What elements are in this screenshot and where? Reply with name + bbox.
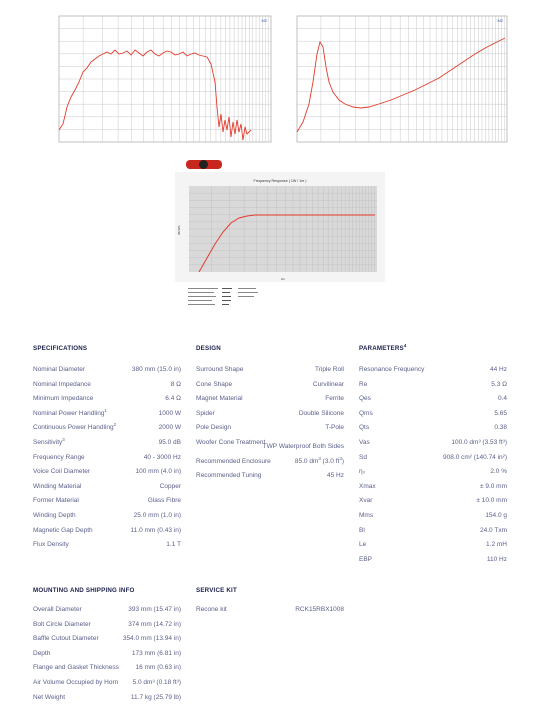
spec-label: Continuous Power Handling$^2$ (33, 422, 117, 432)
mounting-row (33, 635, 181, 647)
chart-footnote-block (188, 288, 268, 314)
mounting-value: 374 mm (14.72 in) (128, 620, 181, 628)
spec-value: 95.0 dB (158, 439, 181, 446)
param-row (359, 483, 507, 495)
spec-row (33, 436, 181, 451)
spec-value: 100 mm (4.0 in) (135, 468, 181, 476)
mounting-label: Flange and Gasket Thickness (33, 664, 119, 672)
spec-row (33, 483, 181, 495)
param-label: Re (359, 380, 368, 388)
param-label: Qms (359, 409, 373, 417)
param-label: Resonance Frequency (359, 366, 425, 373)
mounting-label: Bolt Circle Diameter (33, 620, 91, 628)
brand-logo (186, 160, 222, 169)
mounting-label: Depth (33, 649, 51, 657)
param-value: ± 9.0 mm (479, 482, 507, 490)
footnote-marker: 1 (104, 407, 108, 413)
mounting-row (33, 606, 181, 618)
design-label: Pole Design (196, 424, 232, 432)
spec-value: 6.4 Ω (165, 395, 181, 403)
param-value: 44 Hz (490, 366, 507, 373)
param-label: Bl (359, 526, 365, 534)
param-row (359, 541, 507, 553)
spec-value: 40 - 3000 Hz (143, 453, 181, 461)
chart-corner-mark-left: M2 (261, 18, 267, 23)
design-label: Surround Shape (196, 366, 244, 373)
parameters-title: PARAMETERS$^4$ (359, 342, 407, 352)
param-value: 2.0 % (490, 468, 507, 476)
spec-value: 2000 W (158, 424, 181, 432)
service-value: RCK15RBX1008 (295, 606, 344, 613)
mounting-value: 173 mm (6.81 in) (131, 649, 181, 657)
mounting-row (33, 621, 181, 633)
design-row (196, 410, 344, 422)
spec-row (33, 366, 181, 378)
spec-row (33, 512, 181, 524)
spec-label: Former Material (33, 497, 79, 505)
middle-chart-title: Frequency Response ( 1W / 1m ) (253, 179, 307, 183)
design-label: Cone Shape (196, 380, 233, 388)
spec-value: Glass Fibre (147, 497, 181, 505)
impedance-chart-right (283, 12, 511, 147)
specifications-title: SPECIFICATIONS (33, 345, 88, 352)
design-row (196, 439, 344, 451)
mounting-value: 393 mm (15.47 in) (128, 606, 181, 613)
param-row (359, 468, 507, 480)
spec-row (33, 468, 181, 480)
param-value: 1.2 mH (486, 541, 507, 549)
param-row (359, 454, 507, 466)
footnote-marker: 2 (113, 422, 117, 428)
spec-label: Magnetic Gap Depth (33, 526, 93, 534)
spec-label: Nominal Power Handling$^1$ (33, 407, 108, 417)
design-title: DESIGN (196, 345, 221, 352)
param-value: 0.38 (494, 424, 507, 432)
design-label: Recommended Enclosure (196, 457, 271, 465)
param-row (359, 556, 507, 568)
param-label: Mms (359, 512, 374, 519)
param-row (359, 395, 507, 407)
param-row (359, 527, 507, 539)
param-value: 5.65 (494, 409, 507, 417)
design-value: Double Silicone (298, 409, 344, 417)
param-label: Qts (359, 424, 370, 432)
param-row (359, 410, 507, 422)
spec-label: Nominal Impedance (33, 380, 91, 388)
param-row (359, 512, 507, 524)
design-row (196, 455, 344, 470)
param-label: Xvar (359, 497, 373, 505)
mounting-value: 5.0 dm³ (0.18 ft³) (132, 679, 181, 686)
spec-value: Copper (159, 482, 181, 490)
param-value: 100.0 dm³ (3.53 ft³) (451, 439, 507, 446)
param-label: Sd (359, 453, 367, 461)
mounting-value: 16 mm (0.63 in) (135, 664, 181, 672)
mounting-label: Baffle Cutout Diameter (33, 635, 99, 643)
design-label: Spider (196, 409, 215, 417)
mounting-row (33, 694, 181, 706)
spec-value: 25.0 mm (1.0 in) (133, 512, 181, 519)
param-value: 908.0 cm² (140.74 in²) (443, 453, 507, 461)
spec-row (33, 407, 181, 422)
param-row (359, 381, 507, 393)
mounting-row (33, 650, 181, 662)
middle-x-axis-label: Hz (281, 277, 285, 281)
design-row (196, 366, 344, 378)
design-value: Curvilinear (312, 380, 344, 388)
param-label: Xmax (359, 482, 376, 490)
spec-label: Sensitivity$^3$ (33, 436, 65, 446)
design-value-secondary: TWP Waterproof Both Sides (262, 443, 344, 450)
service-label: Recone kit (196, 606, 227, 613)
param-label: EBP (359, 555, 373, 563)
service-row (196, 606, 344, 618)
param-value: 110 Hz (486, 555, 507, 563)
design-value: 45 Hz (327, 472, 344, 480)
design-label: Recommended Tuning (196, 472, 262, 480)
spec-row (33, 527, 181, 539)
design-row (196, 395, 344, 407)
param-label: η₀ (359, 468, 366, 476)
design-label: Magnet Material (196, 395, 243, 403)
param-row (359, 497, 507, 509)
design-row (196, 472, 344, 484)
design-value: 85.0 $dm^3$ (3.0 $ft^3$) (294, 455, 344, 465)
chart-corner-mark-right: M2 (497, 18, 503, 23)
param-value: ± 10.0 mm (476, 497, 507, 505)
spec-row (33, 497, 181, 509)
spec-row (33, 541, 181, 553)
design-value: T-Pole (325, 424, 344, 432)
param-value: 5.3 Ω (491, 380, 507, 388)
design-value: Triple Roll (314, 366, 344, 373)
spec-value: 1.1 T (166, 541, 181, 549)
param-row (359, 366, 507, 378)
param-row (359, 424, 507, 436)
spec-label: Winding Material (33, 482, 82, 490)
design-row (196, 381, 344, 393)
design-label: Woofer Cone Treatment (196, 439, 266, 446)
spec-row (33, 424, 181, 436)
footnote-marker: 3 (62, 436, 65, 442)
design-value: Ferrite (325, 395, 344, 403)
spec-label: Flux Density (33, 541, 69, 549)
spec-label: Nominal Diameter (33, 366, 86, 373)
spec-value: 11.0 mm (0.43 in) (130, 526, 181, 534)
spec-row (33, 454, 181, 466)
param-label: Vas (359, 439, 370, 446)
service-kit-title: SERVICE KIT (196, 587, 237, 594)
spec-label: Frequency Range (33, 453, 85, 461)
param-value: 0.4 (497, 395, 507, 403)
param-row (359, 439, 507, 451)
mounting-row (33, 679, 181, 691)
mounting-value: 11.7 kg (25.79 lb) (130, 693, 181, 701)
param-label: Le (359, 541, 367, 549)
design-row (196, 424, 344, 436)
spec-label: Winding Depth (33, 512, 76, 519)
mounting-row (33, 664, 181, 676)
mounting-label: Overall Diameter (33, 606, 82, 613)
middle-frequency-response-chart (175, 172, 385, 282)
spec-row (33, 381, 181, 393)
spec-label: Minimum Impedance (33, 395, 94, 403)
param-label: Qes (359, 395, 371, 403)
middle-y-axis-label: dB SPL (177, 224, 181, 236)
spec-label: Voice Coil Diameter (33, 468, 91, 476)
frequency-response-chart-left (45, 12, 275, 147)
param-value: 154.0 g (485, 512, 507, 519)
mounting-label: Air Volume Occupied by Horn (33, 679, 119, 686)
spec-value: 8 Ω (170, 380, 181, 388)
mounting-title: MOUNTING AND SHIPPING INFO (33, 587, 135, 594)
param-value: 24.0 Txm (480, 526, 507, 534)
spec-value: 1000 W (158, 409, 181, 417)
spec-row (33, 395, 181, 407)
mounting-label: Net Weight (33, 693, 66, 701)
spec-value: 380 mm (15.0 in) (131, 366, 181, 373)
mounting-value: 354.0 mm (13.94 in) (122, 635, 181, 643)
